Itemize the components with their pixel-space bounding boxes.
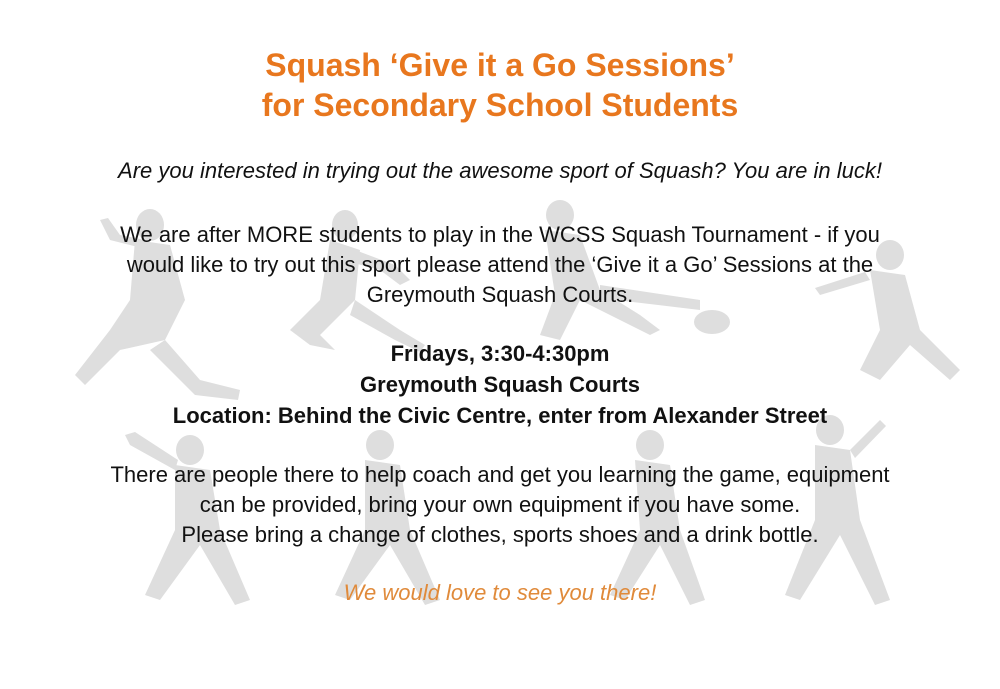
session-venue: Greymouth Squash Courts (360, 372, 640, 397)
flyer-title (0, 0, 1000, 125)
paragraph2-line-2: can be provided, bring your own equipment if you have some. (199, 492, 801, 517)
invitation-paragraph (0, 220, 1000, 310)
intro-text: Are you interested in trying out the awesome sport of Squash? You are in luck! (118, 158, 882, 183)
paragraph1-line-2: would like to try out this sport please attend the ‘Give it a Go’ Sessions at the (126, 252, 874, 277)
paragraph2-line-3: Please bring a change of clothes, sports shoes and a drink bottle. (181, 522, 819, 547)
session-location: Location: Behind the Civic Centre, enter from Alexander Street (172, 403, 828, 428)
session-time: Fridays, 3:30-4:30pm (390, 341, 610, 366)
session-details (0, 338, 1000, 431)
closing-text: We would love to see you there! (343, 580, 657, 605)
title-line-2: for Secondary School Students (261, 87, 739, 123)
paragraph2-line-1: There are people there to help coach and get you learning the game, equipment (110, 462, 890, 487)
info-paragraph (0, 460, 1000, 550)
paragraph1-line-1: We are after MORE students to play in the WCSS Squash Tournament - if you (120, 222, 880, 247)
title-line-1: Squash ‘Give it a Go Sessions’ (265, 47, 735, 83)
paragraph1-line-3: Greymouth Squash Courts. (366, 282, 634, 307)
